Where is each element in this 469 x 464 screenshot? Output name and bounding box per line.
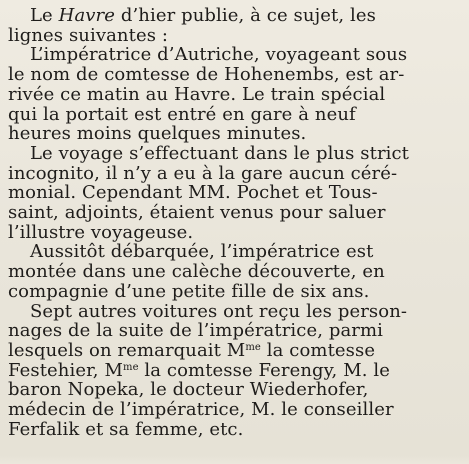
text-line: lesquels on remarquait $M^{me}$ la comtesse — [8, 340, 376, 361]
text-line: incognito, il n’y a eu à la gare aucun céré- — [8, 163, 398, 184]
text-line: médecin de l’impératrice, M. le conseiller — [8, 400, 394, 420]
text-line: Festehier, $M^{me}$ la comtesse Ferengy, M. le — [8, 360, 390, 381]
text-line: qui la portait est entré en gare à neuf — [8, 104, 356, 125]
title-abbrev: me — [245, 341, 261, 353]
text-line: heures moins quelques minutes. — [8, 124, 307, 144]
page-edge — [0, 456, 469, 464]
text-line: compagnie d’une petite fille de six ans. — [8, 281, 370, 302]
text-line: Le voyage s’effectuant dans le plus strict — [30, 143, 410, 164]
intro-line-2: lignes suivantes : — [8, 25, 169, 46]
text-line: baron Nopeka, le docteur Wiederhofer, — [8, 380, 369, 401]
title-abbrev: me — [122, 361, 139, 373]
article-column — [8, 6, 466, 439]
text-line: montée dans une calèche découverte, en — [8, 262, 385, 282]
intro-line-1: Le Havre d’hier publie, à ce sujet, les — [30, 6, 376, 26]
text-line: rivée ce matin au Havre. Le train spécial — [8, 84, 386, 105]
text-line: le nom de comtesse de Hohenembs, est ar- — [8, 65, 405, 85]
text-line: l’illustre voyageuse. — [8, 222, 194, 243]
text-line: Sept autres voitures ont reçu les person- — [30, 301, 408, 322]
paragraph-suite — [8, 302, 466, 440]
text-line: nages de la suite de l’impératrice, parmi — [8, 321, 384, 341]
intro-paragraph — [8, 6, 466, 45]
text-line: Ferfalik et sa femme, etc. — [8, 419, 244, 440]
paragraph-incognito — [8, 144, 466, 243]
text-line: saint, adjoints, étaient venus pour saluer — [8, 203, 386, 223]
paragraph-caleche — [8, 242, 466, 301]
text-line: L’impératrice d’Autriche, voyageant sous — [30, 45, 408, 66]
paragraph-arrival — [8, 45, 466, 144]
text-line: Aussitôt débarquée, l’impératrice est — [30, 242, 374, 263]
text-line: monial. Cependant MM. Pochet et Tous- — [8, 183, 378, 204]
newspaper-name: Havre — [58, 6, 115, 26]
